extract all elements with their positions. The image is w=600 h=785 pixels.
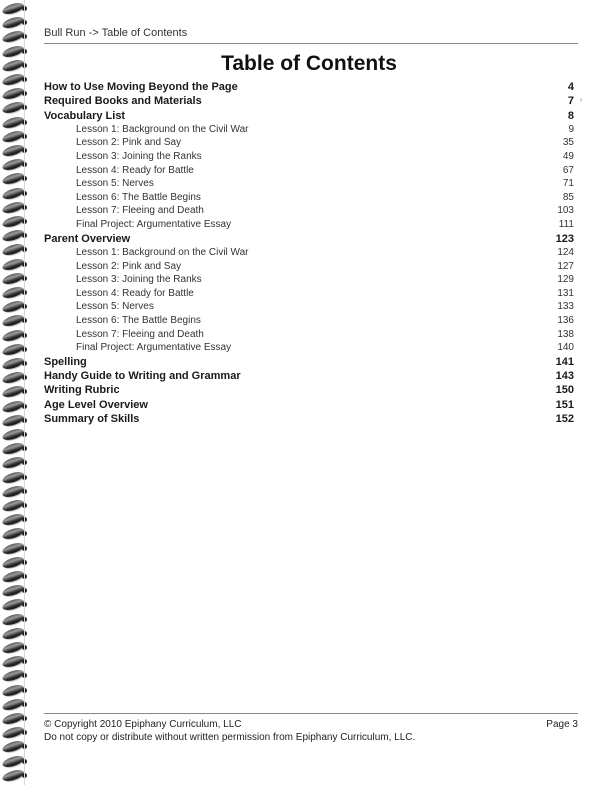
toc-section-row: [44, 383, 574, 397]
toc-entry-page: 7: [567, 95, 574, 108]
toc-entry-label: Lesson 4: Ready for Battle: [76, 164, 194, 176]
toc-entry-label: Lesson 2: Pink and Say: [76, 137, 182, 149]
toc-entry-label: Age Level Overview: [44, 398, 148, 411]
toc-lesson-row: [44, 341, 574, 355]
toc-entry-page: 35: [562, 137, 574, 149]
toc-entry-label: Final Project: Argumentative Essay: [76, 342, 232, 354]
toc-lesson-row: [44, 314, 574, 328]
toc-section-row: [44, 232, 574, 246]
toc-entry-page: 150: [555, 384, 574, 397]
toc-entry-page: 140: [557, 342, 574, 354]
toc-entry-page: 151: [555, 398, 574, 411]
toc-entry-label: Final Project: Argumentative Essay: [76, 219, 232, 231]
toc-entry-page: 85: [562, 191, 574, 203]
toc-entry-label: Lesson 5: Nerves: [76, 301, 154, 313]
toc-entry-label: Lesson 4: Ready for Battle: [76, 287, 194, 299]
toc-lesson-row: [44, 136, 574, 150]
toc-entry-page: 131: [557, 287, 574, 299]
toc-lesson-row: [44, 191, 574, 205]
page-footer: [44, 713, 578, 743]
margin-mark: ': [580, 96, 583, 110]
toc-entry-label: Lesson 3: Joining the Ranks: [76, 274, 202, 286]
copyright-notice: Do not copy or distribute without written permission from Epiphany Curriculum, LLC.: [44, 732, 416, 743]
toc-entry-page: 136: [557, 314, 574, 326]
page-edge: [24, 0, 25, 785]
toc-entry-page: 141: [555, 355, 574, 368]
toc-lesson-row: [44, 260, 574, 274]
toc-entry-label: Lesson 1: Background on the Civil War: [76, 123, 249, 135]
page-title: Table of Contents: [221, 52, 397, 75]
toc-entry-label: Lesson 6: The Battle Begins: [76, 191, 201, 203]
page-number: Page 3: [546, 719, 578, 730]
toc-lesson-row: [44, 328, 574, 342]
toc-entry-page: 71: [562, 178, 574, 190]
toc-entry-label: Lesson 1: Background on the Civil War: [76, 246, 249, 258]
copyright-icon: ©: [44, 719, 52, 730]
toc-entry-page: 138: [557, 328, 574, 340]
toc-entry-label: Lesson 7: Fleeing and Death: [76, 328, 204, 340]
toc-entry-page: 103: [557, 205, 574, 217]
toc-entry-page: 152: [555, 412, 574, 425]
toc-entry-page: 133: [557, 301, 574, 313]
toc-entry-page: 111: [558, 219, 574, 231]
toc-entry-label: Parent Overview: [44, 232, 131, 245]
toc-lesson-row: [44, 287, 574, 301]
toc-section-row: [44, 369, 574, 383]
toc-entry-label: Required Books and Materials: [44, 95, 202, 108]
toc-entry-page: 124: [557, 246, 574, 258]
toc-entry-label: Vocabulary List: [44, 109, 126, 122]
toc-entry-label: Lesson 5: Nerves: [76, 178, 154, 190]
toc-entry-label: Lesson 3: Joining the Ranks: [76, 151, 202, 163]
toc-entry-page: 129: [557, 274, 574, 286]
toc-entry-label: How to Use Moving Beyond the Page: [44, 81, 238, 93]
toc-section-row: [44, 109, 574, 123]
toc-lesson-row: [44, 218, 574, 232]
toc-lesson-row: [44, 246, 574, 260]
toc-section-row: [44, 412, 574, 426]
toc-section-row: [44, 94, 574, 108]
toc-section-row: [44, 355, 574, 369]
toc-entry-label: Lesson 2: Pink and Say: [76, 260, 182, 272]
toc-entry-page: 4: [567, 81, 574, 93]
copyright-line: [44, 719, 241, 730]
copyright-text: Copyright 2010 Epiphany Curriculum, LLC: [54, 719, 242, 730]
toc-entry-page: 143: [555, 369, 574, 382]
toc-entry-page: 123: [555, 232, 574, 245]
toc-entry-page: 9: [568, 123, 574, 135]
toc-entry-page: 67: [562, 164, 574, 176]
toc-lesson-row: [44, 177, 574, 191]
toc-lesson-row: [44, 123, 574, 137]
breadcrumb: Bull Run -> Table of Contents: [44, 27, 188, 39]
toc-lesson-row: [44, 204, 574, 218]
toc-lesson-row: [44, 273, 574, 287]
toc-entry-page: 127: [557, 260, 574, 272]
toc-entry-page: 8: [567, 109, 574, 122]
table-of-contents: [44, 80, 574, 426]
toc-entry-label: Lesson 7: Fleeing and Death: [76, 205, 204, 217]
toc-entry-label: Writing Rubric: [44, 384, 120, 397]
toc-entry-label: Spelling: [44, 355, 87, 368]
toc-entry-label: Lesson 6: The Battle Begins: [76, 314, 201, 326]
toc-lesson-row: [44, 150, 574, 164]
toc-section-row: [44, 80, 574, 94]
toc-lesson-row: [44, 164, 574, 178]
toc-entry-label: Summary of Skills: [44, 412, 140, 425]
page-header: [44, 27, 578, 44]
toc-entry-page: 49: [562, 151, 574, 163]
toc-entry-label: Handy Guide to Writing and Grammar: [44, 369, 241, 382]
toc-section-row: [44, 398, 574, 412]
toc-lesson-row: [44, 300, 574, 314]
